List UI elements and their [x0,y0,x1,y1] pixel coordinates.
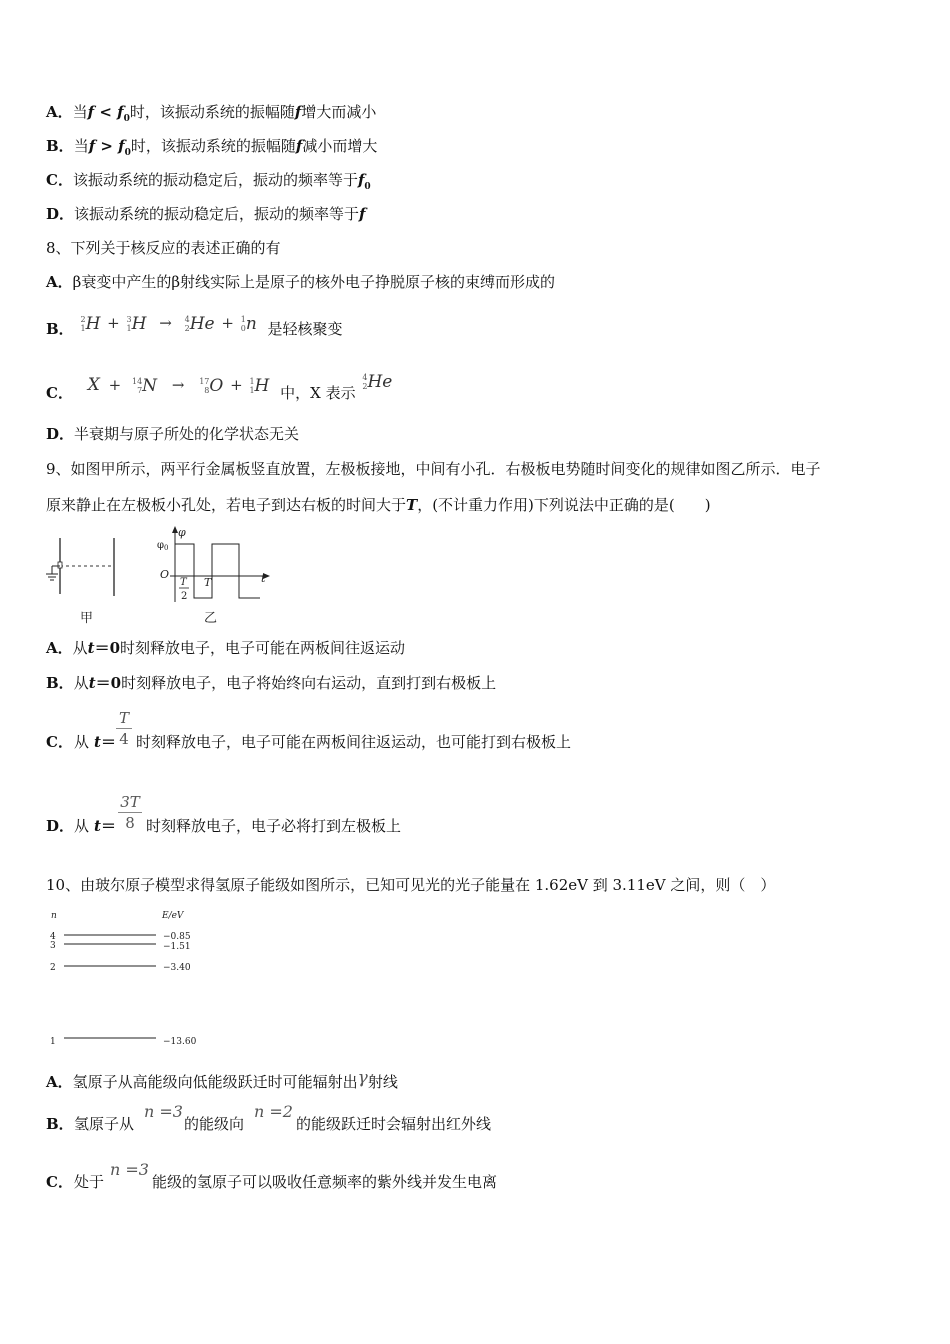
e-axis-label: E/eV [162,911,184,921]
q9-option-b: B．从t＝0时刻释放电子，电子将始终向右运动，直到打到右极板上 [46,674,497,692]
option-letter: A． [46,273,73,291]
nuclide-h3: 3 1 H [126,314,147,334]
arrow: → [171,376,185,394]
q9-stem-line2: 原来静止在左极板小孔处，若电子到达右板的时间大于T，(不计重力作用)下列说法中正确的是( ) [46,496,711,514]
figure-yi [157,526,270,626]
option-text: 减小而增大 [302,137,378,155]
phi0-sub: 0 [164,544,169,552]
math-cond: f < f [87,103,124,121]
q8-option-c [46,366,394,408]
fraction-t-4: T 4 [116,708,132,749]
q8-option-b [46,308,343,344]
q9-option-a: A．从t＝0时刻释放电子，电子可能在两板间往返运动 [46,639,406,657]
gamma-symbol: γ [357,1068,368,1088]
axis-t: t [261,572,266,585]
svg-text:−0.85: −0.85 [163,932,191,942]
plus-sign: + [221,314,234,332]
nuclide-n14: 14 7 N [131,376,158,396]
energy-level-diagram [44,904,214,1050]
math-var: f [294,103,302,121]
q7-option-b [46,136,377,163]
tick-t: T [204,576,212,589]
math-var: f [357,171,365,189]
plus-sign: + [230,376,243,394]
q7-option-c [46,170,371,197]
option-text: 当 [72,103,88,121]
math-cond: f > f [88,137,125,155]
level-2 [50,963,191,973]
option-text: 是轻核聚变 [267,320,343,338]
nuclide-h1: 1 1 H [249,376,270,396]
option-text: 该振动系统的振动稳定后，振动的频率等于 [74,205,360,223]
nuclide-n: 1 0 n [240,314,257,334]
option-text: 增大而减小 [301,103,377,121]
svg-text:4: 4 [50,932,56,942]
plus-sign: + [108,376,122,394]
level-1 [50,1037,197,1047]
fig-label-jia: 甲 [80,611,94,626]
option-letter: B． [46,320,74,338]
option-text: 当 [73,137,89,155]
option-letter: A． [46,103,73,121]
svg-text:−1.51: −1.51 [163,942,191,952]
subscript: 0 [364,182,371,192]
origin-label: O [160,568,170,581]
arrow: → [159,314,172,332]
tick-t2-num: T [180,577,187,588]
fig-label-yi: 乙 [204,611,218,626]
axis-phi: φ [178,526,186,539]
n-equals-3: n =3 [110,1160,149,1179]
fraction-3t-8: 3T 8 [118,792,142,833]
option-text: 时，该振动系统的振幅随 [130,137,296,155]
svg-text:2: 2 [50,963,56,973]
subscript: 0 [123,114,130,124]
nuclide-he: 4 2 He [362,372,393,392]
option-letter: D． [46,425,75,443]
q9-stem-line1: 9、如图甲所示，两平行金属板竖直放置，左极板接地，中间有小孔．右极板电势随时间变化的规律如图乙所示．电子 [46,460,821,478]
unknown-x: X [87,375,100,395]
figure-jia [46,538,114,626]
math-var: f [359,205,366,223]
option-letter: D． [46,205,75,223]
level-4 [50,932,191,942]
nuclide-o17: 17 8 O [199,376,224,396]
option-letter: C． [46,171,73,189]
phi0-label: φ [157,540,165,551]
svg-text:3: 3 [50,941,56,951]
q10-stem: 10、由玻尔原子模型求得氢原子能级如图所示，已知可见光的光子能量在 1.62eV 到 3.11eV 之间，则（ ） [46,876,776,894]
n-equals-3: n =3 [144,1102,183,1121]
option-letter: C． [46,384,73,402]
q8-stem: 8、下列关于核反应的表述正确的有 [46,239,281,257]
q7-option-a [46,102,376,129]
level-3 [50,941,191,952]
nuclide-h2: 2 1 H [80,314,101,334]
option-text: β衰变中产生的β射线实际上是原子的核外电子挣脱原子核的束缚而形成的 [72,273,555,291]
option-text: 半衰期与原子所处的化学状态无关 [74,425,300,443]
svg-text:−3.40: −3.40 [163,963,191,973]
plus-sign: + [107,314,120,332]
svg-text:−13.60: −13.60 [163,1037,197,1047]
svg-text:1: 1 [50,1037,56,1047]
q9-figures [40,524,280,630]
math-var: f [295,137,303,155]
n-equals-2: n =2 [254,1102,293,1121]
tick-t2-den: 2 [181,591,188,602]
q10-option-a: A．氢原子从高能级向低能级跃迁时可能辐射出γ射线 [46,1068,398,1091]
n-axis-label: n [51,911,57,921]
option-text: 中，X 表示 [280,384,356,402]
option-letter: B． [46,137,74,155]
q7-option-d [46,204,365,224]
q8-option-d [46,424,299,444]
option-text: 该振动系统的振动稳定后，振动的频率等于 [72,171,358,189]
q8-option-a [46,272,555,292]
option-text: 时，该振动系统的振幅随 [129,103,295,121]
subscript: 0 [124,148,131,158]
nuclide-he4: 4 2 He [184,314,215,334]
